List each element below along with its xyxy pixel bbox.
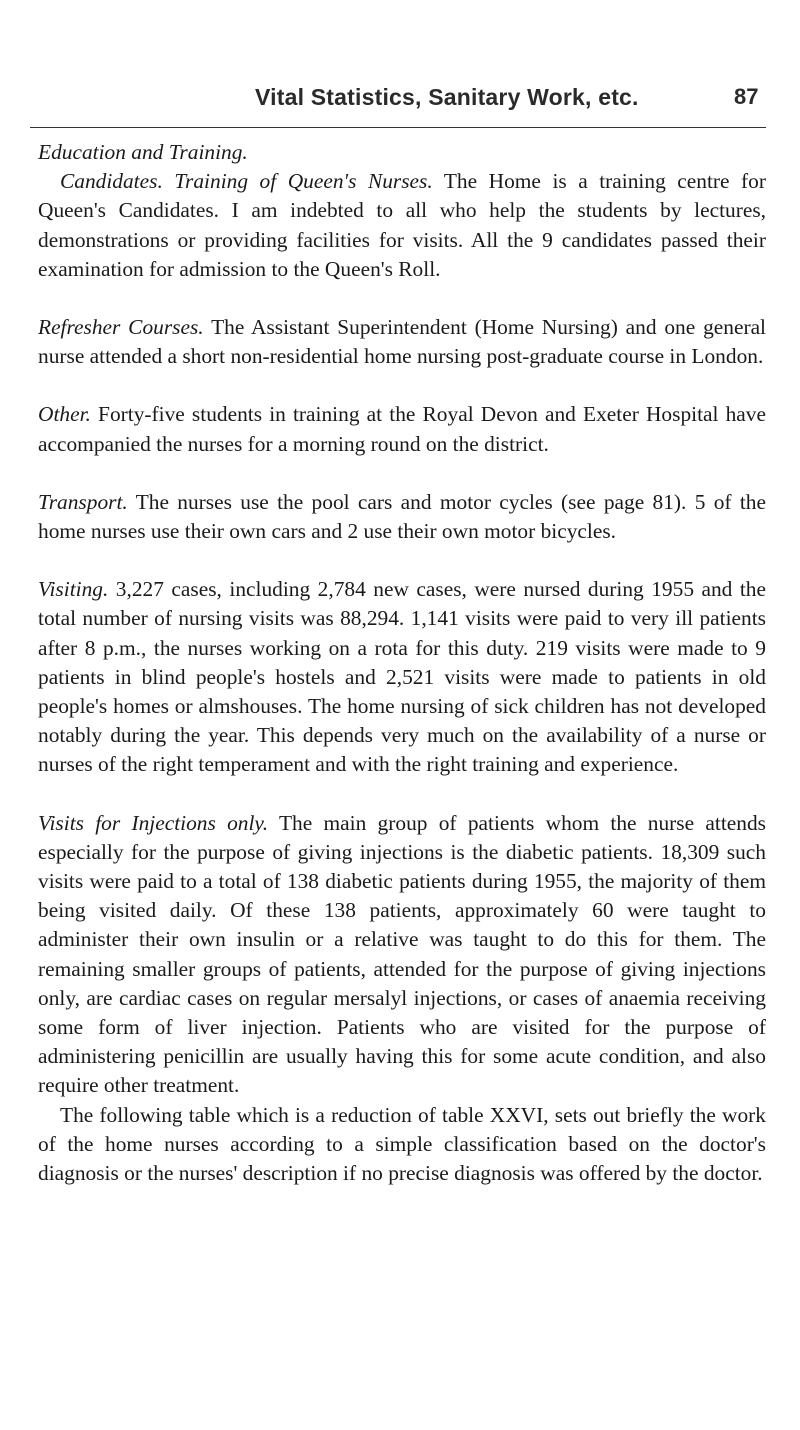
paragraph-text: The following table which is a reduction of table XXVI, sets out briefly the work of the home nurses according to a simple classification based on the doctor's diagnosis or the nurses' description if no precise diagnosis was offered by the doctor.: [38, 1102, 766, 1186]
paragraph-lead: Refresher Courses.: [38, 315, 204, 340]
body-text: [38, 138, 766, 1188]
paragraph-text: The Assistant Superintendent (Home Nursing) and one general nurse attended a short non-residential home nursing post-graduate course in London.: [38, 315, 767, 369]
paragraph-text: The nurses use the pool cars and motor cycles (see page 81). 5 of the home nurses use their own cars and 2 use their own motor bicycles.: [38, 489, 766, 544]
paragraph-text: The Home is a training centre for Queen's Candidates. I am indebted to all who help the students by lectures, demonstrations or providing facilities for visits. All the 9 candidates passed their examination for admission to the Queen's Roll.: [38, 169, 766, 281]
paragraph-visits-for-injections: [38, 809, 766, 1101]
paragraph-lead: Visiting.: [38, 577, 109, 602]
paragraph-following-table: [38, 1101, 766, 1189]
page-number: 87: [734, 84, 759, 109]
paragraph-transport: [38, 488, 766, 546]
paragraph-other: [38, 400, 766, 458]
running-header: [0, 74, 800, 114]
paragraph-candidates: [38, 167, 766, 284]
paragraph-lead: Transport.: [38, 489, 128, 514]
paragraph-text: Forty-five students in training at the Royal Devon and Exeter Hospital have accompanied the nurses for a morning round on the district.: [38, 402, 766, 456]
paragraph-lead: Other.: [38, 402, 91, 427]
paragraph-text: 3,227 cases, including 2,784 new cases, were nursed during 1955 and the total number of nursing visits was 88,294. 1,141 visits were paid to very ill patients after 8 p.m., the nurses working on a rota for this duty. 219 visits were made to 9 patients in blind people's hostels and 2,521 visits were made to patients in old people's homes or almshouses. The home nursing of sick children has not developed notably during the year. This depends very much on the availability of a nurse or nurses of the right temperament and with the right training and experience.: [38, 577, 766, 777]
paragraph-visiting: [38, 575, 766, 779]
paragraph-lead: Candidates. Training of Queen's Nurses.: [60, 169, 433, 194]
paragraph-refresher-courses: [38, 313, 766, 371]
paragraph-lead: Visits for Injections only.: [38, 810, 269, 835]
section-heading: Education and Training.: [38, 140, 248, 164]
running-title: Vital Statistics, Sanitary Work, etc.: [255, 84, 639, 110]
paragraph-text: The main group of patients whom the nurse attends especially for the purpose of giving injections is the diabetic patients. 18,309 such visits were paid to a total of 138 diabetic patients during 1955, the majority of them being visited daily. Of these 138 patients, approximately 60 were taught to administer their own insulin or a relative was taught to do this for them. The remaining smaller groups of patients, attended for the purpose of giving injections only, are cardiac cases on regular mersalyl injections, or cases of anaemia receiving some form of liver injection. Patients who are visited for the purpose of administering penicillin are usually having this for some acute condition, and also require other treatment.: [38, 810, 766, 1098]
header-rule: [30, 127, 766, 128]
